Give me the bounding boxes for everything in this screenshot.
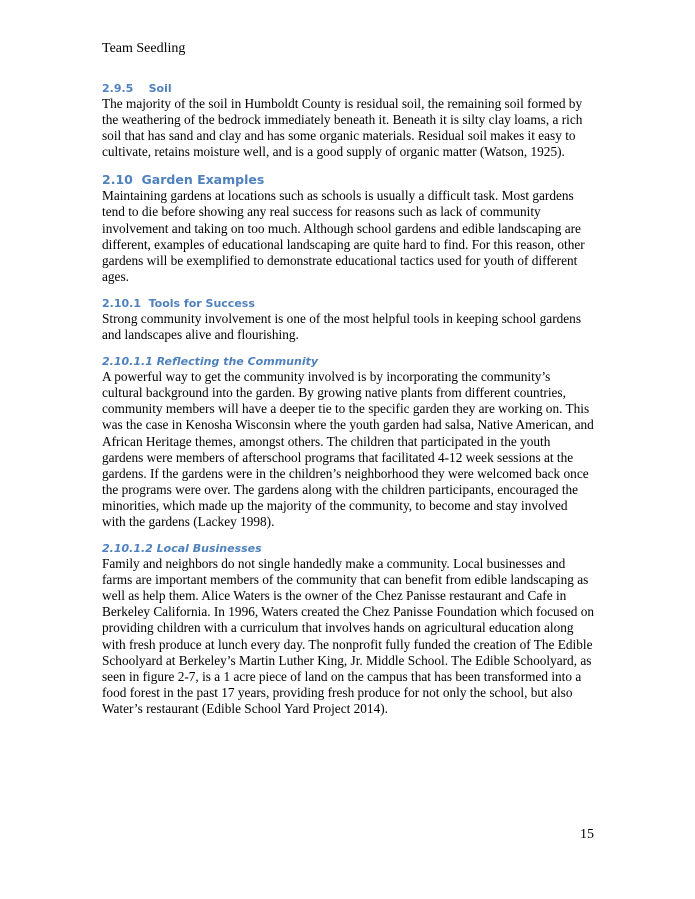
section-body-garden-examples: Maintaining gardens at locations such as schools is usually a difficult task. Most gardens tend to die before showing any real success for reasons such as lack of community involvement and taking on too much. Although school gardens and edible landscaping are different, examples of educational landscaping are quite hard to find. For this reason, other gardens will be exemplified to demonstrate educational tactics used for youth of different ages. [102, 188, 585, 284]
section-heading-soil: 2.9.5 Soil [102, 82, 172, 95]
section-heading-tools-for-success: 2.10.1 Tools for Success [102, 296, 255, 310]
section-heading-garden-examples: 2.10 Garden Examples [102, 172, 265, 188]
page-number: 15 [580, 827, 594, 842]
section-body-tools-for-success: Strong community involvement is one of the most helpful tools in keeping school gardens and landscapes alive and flourishing. [102, 310, 581, 343]
page-content [102, 82, 594, 717]
section-heading-reflecting-community: 2.10.1.1 Reflecting the Community [102, 355, 319, 369]
section-body-local-businesses: Family and neighbors do not single handedly make a community. Local businesses and farms are important members of the community that can benefit from edible landscaping as well as help them. Alice Waters is the owner of the Chez Panisse restaurant and Cafe in Berkeley California. In 1996, Waters created the Chez Panisse Foundation which focused on providing children with a curriculum that involves hands on agricultural education along with fresh produce at lunch every day. The nonprofit fully funded the creation of The Edible Schoolyard at Berkeley’s Martin Luther King, Jr. Middle School. The Edible Schoolyard, as seen in figure 2-7, is a 1 acre piece of land on the campus that has been transformed into a food forest in the past 17 years, providing fresh produce for not only the school, but also Water’s restaurant (Edible School Yard Project 2014). [102, 556, 595, 716]
section-heading-local-businesses: 2.10.1.2 Local Businesses [102, 542, 262, 556]
section-body-reflecting-community: A powerful way to get the community involved is by incorporating the community’s cultural background into the garden. By growing native plants from different countries, community members will have a deeper tie to the specific garden they are working on. This was the case in Kenosha Wisconsin where the youth garden had salsa, Native American, and African Heritage themes, amongst others. The children that participated in the youth gardens were members of afterschool programs that facilitated 4-12 week sessions at the gardens. If the gardens were in the children’s neighborhood they were welcomed back once the programs were over. The gardens along with the children participants, encouraged the minorities, which made up the majority of the community, to become and stay involved with the gardens (Lackey 1998). [102, 369, 594, 529]
running-header: Team Seedling [102, 41, 186, 56]
section-body-soil: The majority of the soil in Humboldt County is residual soil, the remaining soil formed by the weathering of the bedrock immediately beneath it. Beneath it is silty clay loams, a rich soil that has sand and clay and has some organic materials. Residual soil makes it easy to cultivate, retains moisture well, and is a good supply of organic matter (Watson, 1925). [102, 96, 583, 160]
